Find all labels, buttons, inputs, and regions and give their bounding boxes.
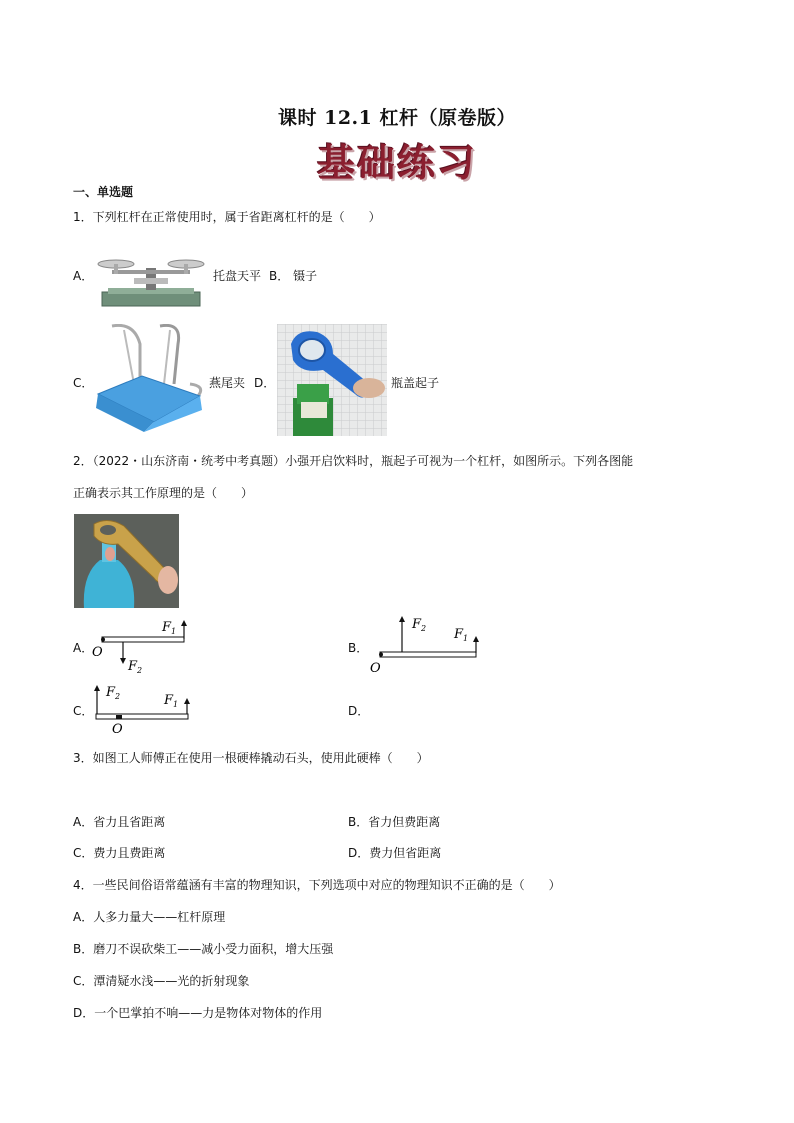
section-title: 一、单选题 [73,185,134,199]
q3-option-c[interactable]: C．费力且费距离 [73,846,166,860]
q1-option-a-text: 托盘天平 [213,269,262,283]
q4-option-a[interactable]: A．人多力量大——杠杆原理 [73,910,226,924]
fulcrum-point [101,638,105,642]
f2-sub: 2 [421,624,427,633]
q2-option-c-label[interactable]: C． [73,704,94,718]
q1-stem: 1．下列杠杆在正常使用时，属于省距离杠杆的是（ ） [73,210,381,224]
f2-label: F [106,685,116,700]
q2-stem-line2: 正确表示其工作原理的是（ ） [73,486,254,500]
q1-option-b-label[interactable]: B． [269,269,290,283]
q1-option-b-text: 镊子 [293,269,318,283]
fulcrum-label: O [370,661,381,676]
q4-option-b[interactable]: B．磨刀不误砍柴工——减小受力面积，增大压强 [73,942,334,956]
q1-option-d-label[interactable]: D． [254,376,276,390]
f1-sub: 1 [173,700,179,709]
bottle-opener-image [277,324,387,436]
q4-option-c[interactable]: C．潭清疑水浅——光的折射现象 [73,974,250,988]
q1-option-a-label[interactable]: A． [73,269,94,283]
q1-option-d-text: 瓶盖起子 [391,376,440,390]
f2-label: F [128,659,138,674]
q3-stem: 3．如图工人师傅正在使用一根硬棒撬动石头，使用此硬棒（ ） [73,751,429,765]
f1-label: F [454,627,464,642]
f2-sub: 2 [115,692,121,701]
practice-banner: 基础练习 [316,140,477,185]
f2-sub: 2 [137,666,143,675]
f1-label: F [162,620,172,635]
q1-option-c-label[interactable]: C． [73,376,94,390]
q1-option-c-text: 燕尾夹 [209,376,246,390]
q4-option-d[interactable]: D．一个巴掌拍不响——力是物体对物体的作用 [73,1006,323,1020]
binder-clip-image [94,324,206,436]
opener-photo [74,514,179,608]
f1-sub: 1 [171,627,177,636]
q2-lever-diagram-a [90,615,200,677]
q2-stem-line1: 2．（2022・山东济南・统考中考真题）小强开启饮料时，瓶起子可视为一个杠杆，如图所示。下列各图能 [73,454,634,468]
q4-stem: 4．一些民间俗语常蕴涵有丰富的物理知识，下列选项中对应的物理知识不正确的是（ ） [73,878,561,892]
q2-option-b-label[interactable]: B． [348,641,369,655]
fulcrum-point [379,653,383,657]
balance-scale-image [94,250,208,310]
q3-option-b[interactable]: B．省力但费距离 [348,815,441,829]
q2-option-a-label[interactable]: A． [73,641,94,655]
f1-label: F [164,693,174,708]
q3-option-d[interactable]: D．费力但省距离 [348,846,442,860]
q2-lever-diagram-b [366,612,486,676]
q2-lever-diagram-c [90,680,200,736]
fulcrum-label: O [112,722,123,736]
q2-option-d-label[interactable]: D． [348,704,370,718]
fulcrum-label: O [92,645,103,660]
document-title: 课时 12.1 杠杆（原卷版） [277,107,516,129]
q3-option-a[interactable]: A．省力且省距离 [73,815,166,829]
f2-label: F [412,617,422,632]
f1-sub: 1 [463,634,469,643]
fulcrum-point [116,715,122,719]
